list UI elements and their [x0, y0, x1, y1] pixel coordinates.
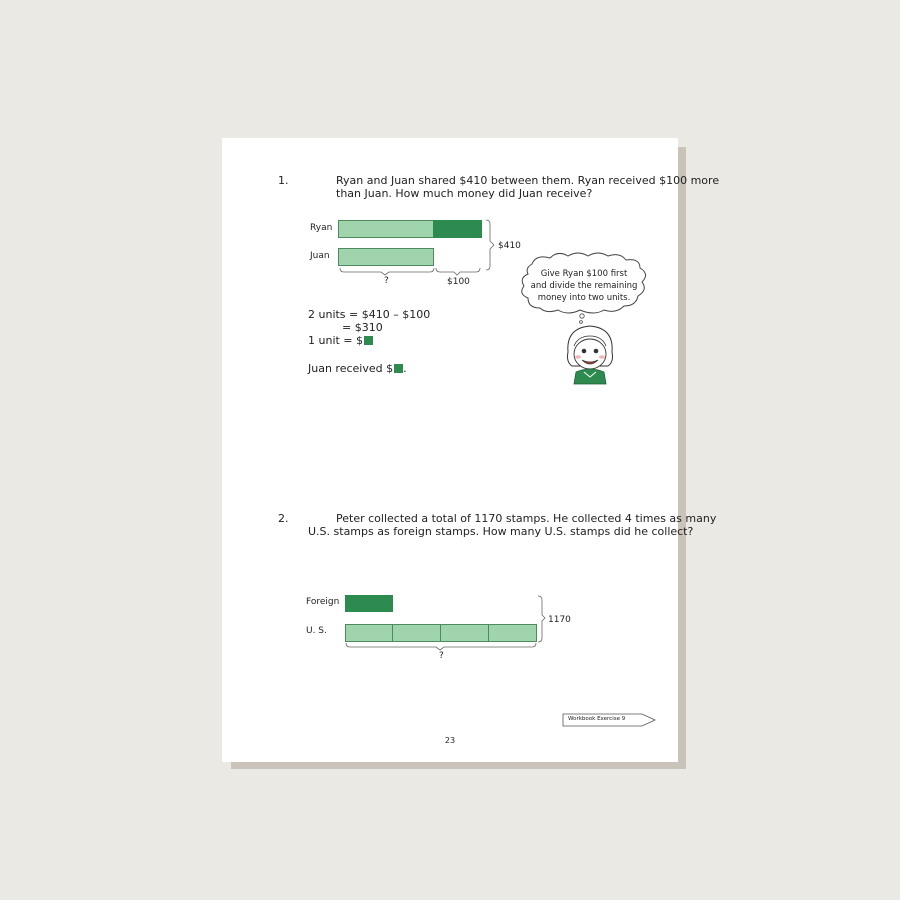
answer-statement: Juan received $ . [308, 362, 407, 375]
working-line-1: 2 units = $410 – $100 [308, 308, 431, 321]
problem-2-text-line-2: U.S. stamps as foreign stamps. How many U.S. stamps did he collect? [308, 525, 694, 538]
problem-2-number: 2. [278, 512, 289, 525]
total-1170-label: 1170 [548, 615, 571, 625]
thought-line-2: and divide the remaining [530, 281, 638, 291]
problem-1-number: 1. [278, 174, 289, 187]
working-line-2: = $310 [342, 321, 383, 334]
page-number: 23 [444, 736, 456, 745]
thought-line-1: Give Ryan $100 first [540, 269, 628, 279]
us-unknown-label: ? [439, 651, 444, 661]
problem-2-braces [222, 138, 678, 762]
label-juan: Juan [310, 251, 330, 261]
difference-100-label: $100 [447, 277, 470, 287]
problem-2-text-line-1: Peter collected a total of 1170 stamps. He collected 4 times as many [336, 512, 717, 525]
workbook-exercise-label[interactable]: Workbook Exercise 9 [568, 716, 626, 722]
working-line-3: 1 unit = $ [308, 334, 373, 347]
problem-1-text-line-1: Ryan and Juan shared $410 between them. Ryan received $100 more [336, 174, 720, 187]
juan-unknown-label: ? [384, 276, 389, 286]
label-ryan: Ryan [310, 223, 333, 233]
label-foreign: Foreign [306, 597, 340, 607]
thought-line-3: money into two units. [537, 293, 631, 303]
workbook-page [222, 138, 720, 762]
label-us: U. S. [306, 626, 327, 636]
problem-1-text-line-2: than Juan. How much money did Juan receive? [336, 187, 593, 200]
total-410-label: $410 [498, 241, 521, 251]
